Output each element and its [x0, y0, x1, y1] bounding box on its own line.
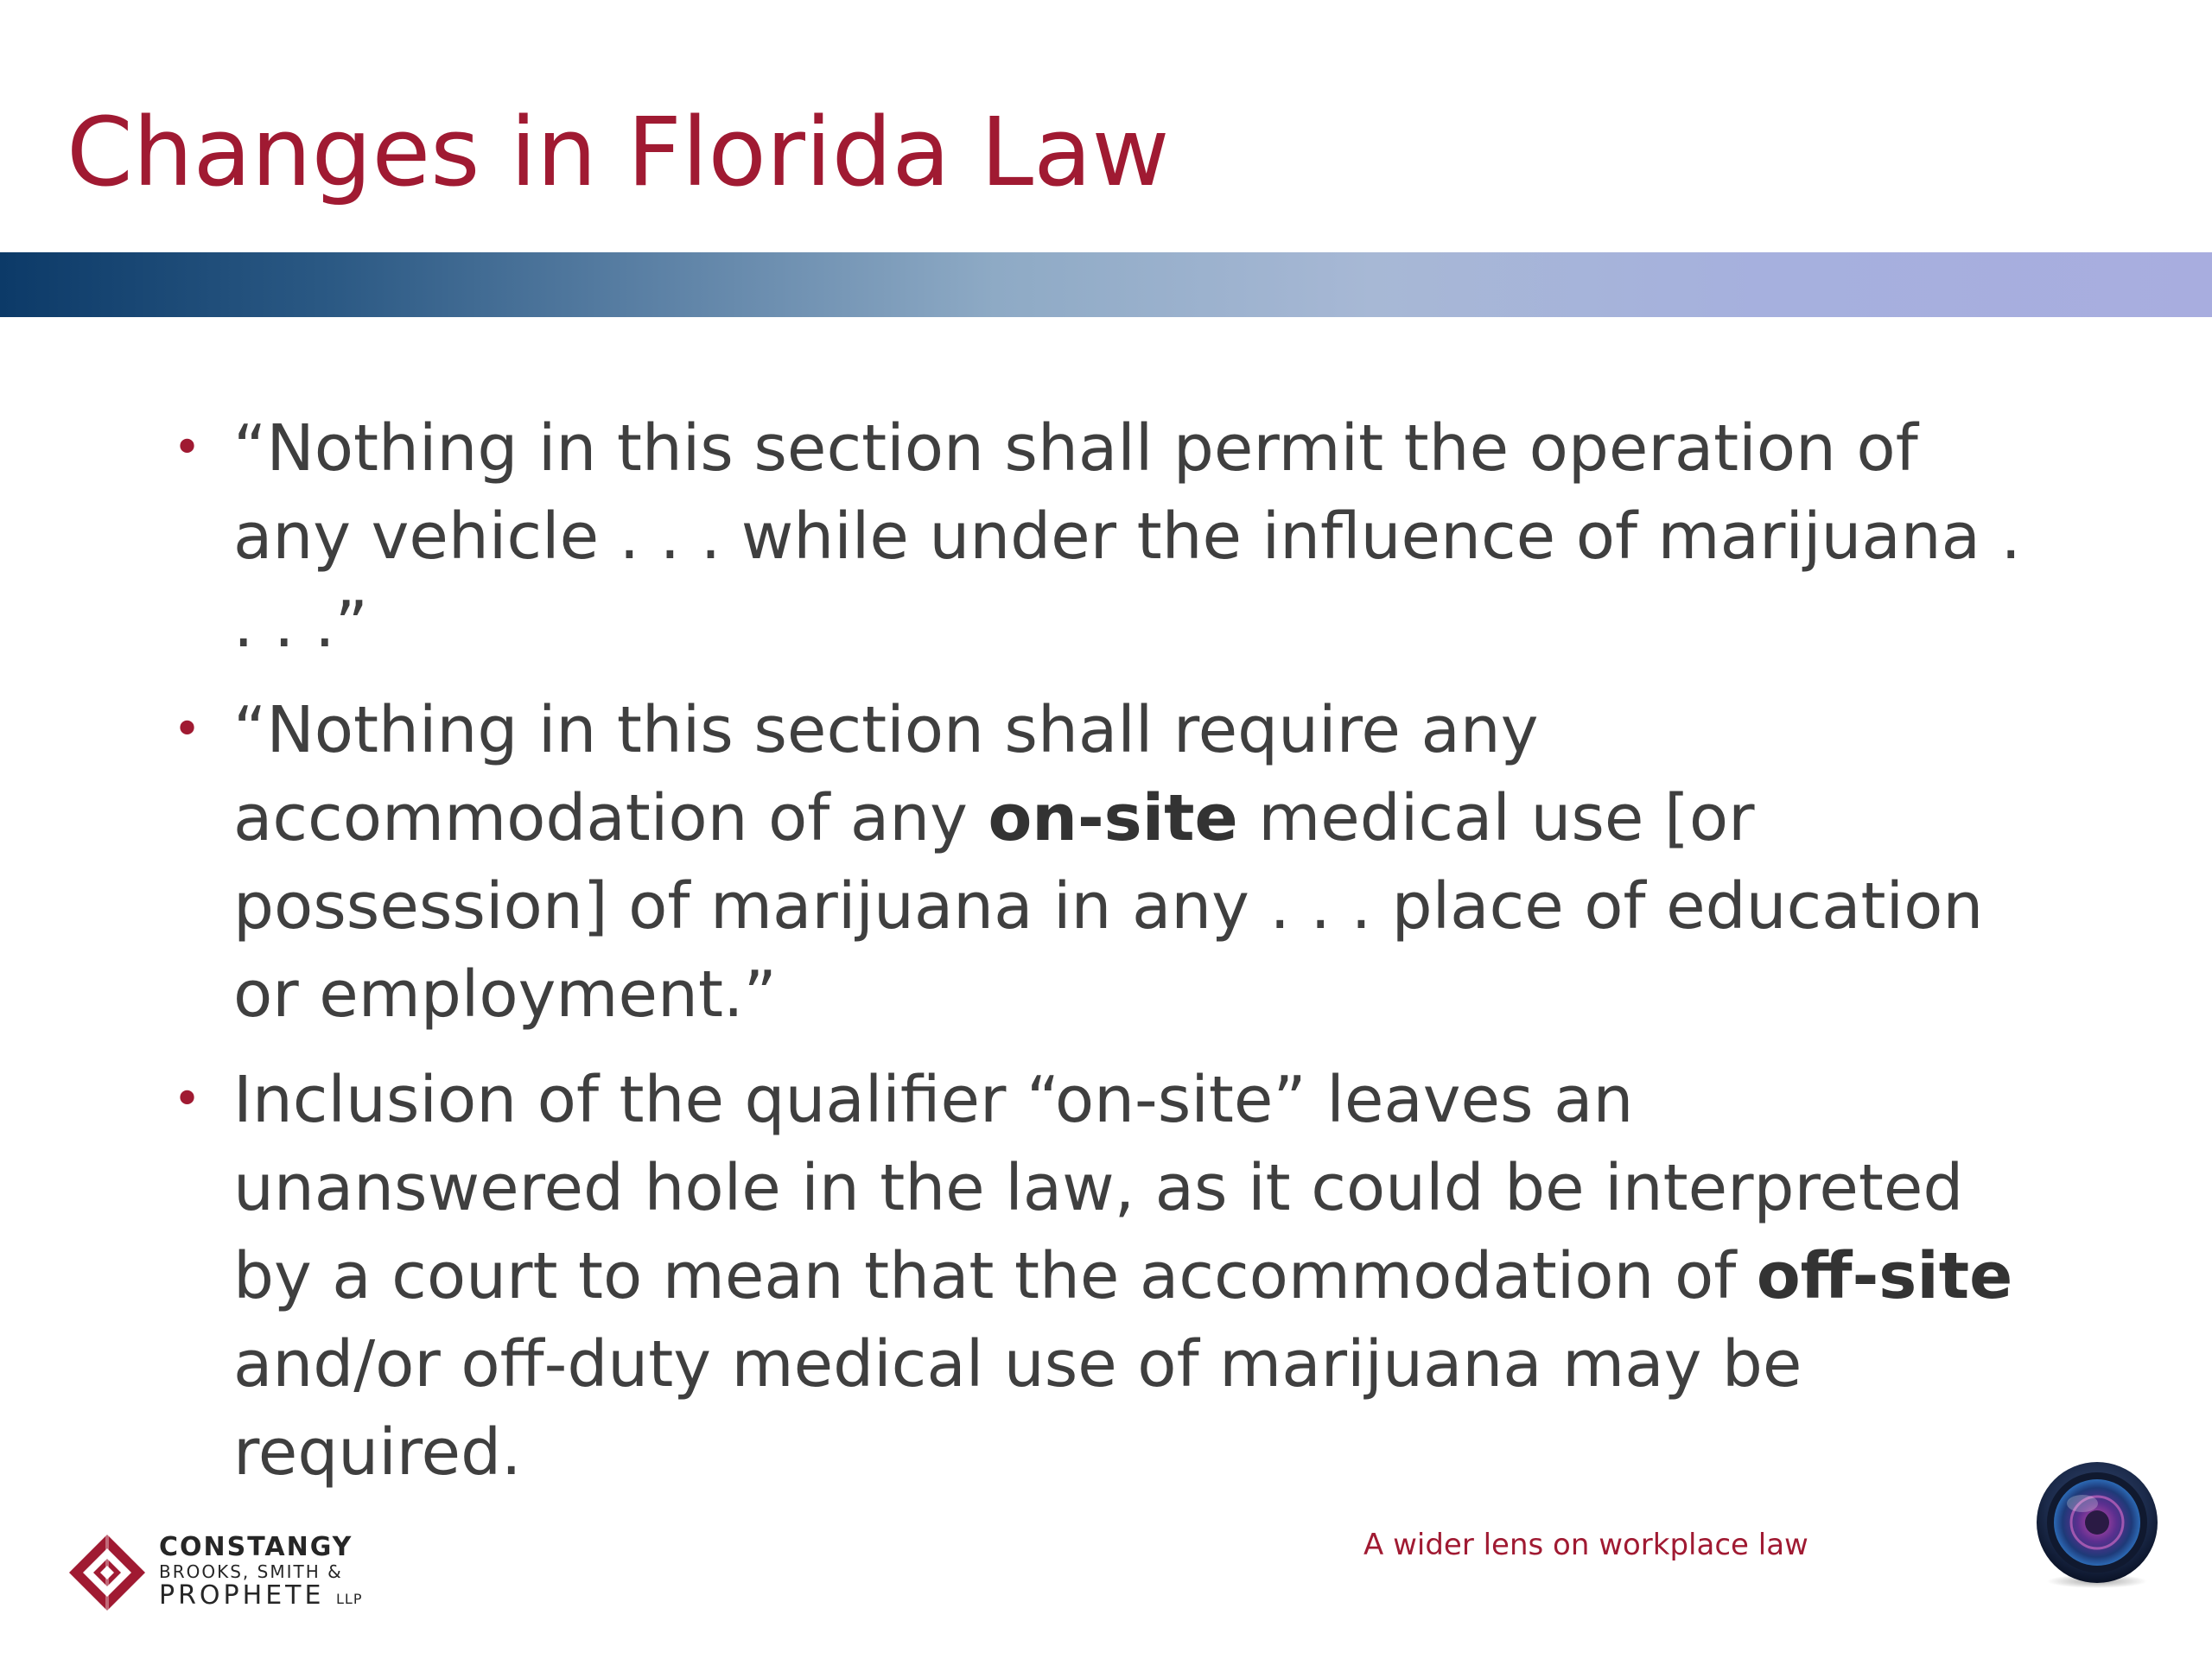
- firm-logo-mark-icon: [67, 1533, 147, 1612]
- firm-logo-text: [159, 1533, 362, 1614]
- firm-name-suffix: LLP: [335, 1591, 363, 1607]
- firm-name-prophete: PROPHETE: [159, 1580, 325, 1611]
- bullet-emphasis: on-site: [988, 781, 1238, 855]
- header-gradient-band: [0, 252, 2212, 317]
- firm-name-line3: [159, 1581, 362, 1614]
- bullet-item: [173, 686, 2031, 1039]
- firm-logo: [67, 1531, 439, 1614]
- bullet-text: medical use [or possession] of marijuana in any . . . place of education or employment.”: [233, 781, 1984, 1032]
- bullet-text: Inclusion of the qualifier “on-site” leaves an unanswered hole in the law, as it could be interpreted by a court to mean that the accommodation of: [233, 1063, 1964, 1313]
- bullet-marker: •: [173, 702, 202, 758]
- bullet-list: [173, 404, 2031, 1514]
- bullet-text: “Nothing in this section shall require any accommodation of any: [233, 693, 1539, 855]
- bullet-text: and/or off-duty medical use of marijuana may be required.: [233, 1327, 1802, 1490]
- bullet-item: [173, 1056, 2031, 1497]
- bullet-item: [173, 404, 2031, 669]
- firm-name-line1: CONSTANGY: [159, 1532, 353, 1562]
- bullet-marker: •: [173, 1071, 202, 1128]
- bullet-emphasis: off-site: [1756, 1239, 2013, 1313]
- camera-lens-icon: [2032, 1460, 2162, 1590]
- firm-name-line2: BROOKS, SMITH &: [159, 1561, 343, 1582]
- slide-title: Changes in Florida Law: [67, 97, 1170, 207]
- tagline: A wider lens on workplace law: [1363, 1528, 1808, 1562]
- bullet-text: “Nothing in this section shall permit the operation of any vehicle . . . while under the influence of marijuana . . . .”: [233, 411, 2022, 662]
- bullet-marker: •: [173, 420, 202, 476]
